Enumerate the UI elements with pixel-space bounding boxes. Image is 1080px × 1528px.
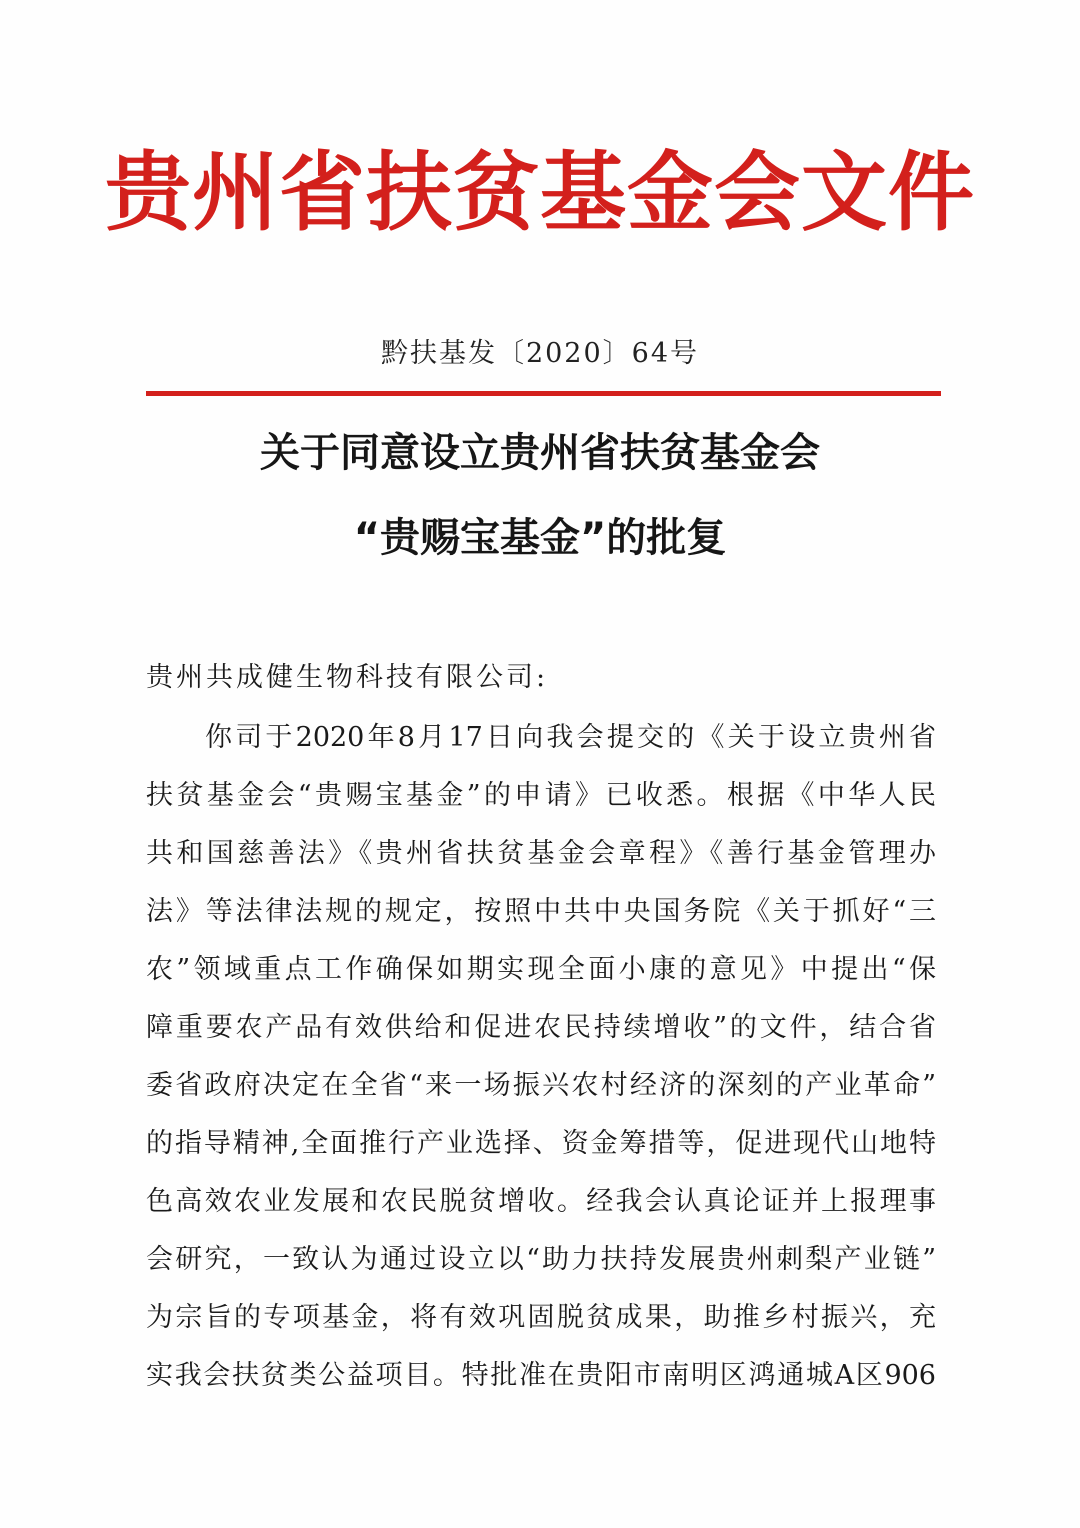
body-line: 为宗旨的专项基金，将有效巩固脱贫成果，助推乡村振兴，充	[146, 1302, 936, 1333]
red-divider-line	[146, 391, 941, 396]
body-line: 扶贫基金会“贵赐宝基金”的申请》已收悉。根据《中华人民	[146, 780, 936, 811]
document-title-line-1: 关于同意设立贵州省扶贫基金会	[260, 430, 820, 476]
body-line: 法》等法律法规的规定，按照中共中央国务院《关于抓好“三	[146, 896, 936, 927]
body-line: 会研究，一致认为通过设立以“助力扶持发展贵州刺梨产业链”	[146, 1244, 936, 1275]
addressee: 贵州共成健生物科技有限公司:	[146, 662, 549, 693]
body-line: 你司于2020年8月17日向我会提交的《关于设立贵州省	[205, 722, 936, 753]
document-number: 黔扶基发〔2020〕64号	[380, 338, 700, 369]
document-title-line-2: “贵赐宝基金”的批复	[353, 515, 727, 561]
body-line: 障重要农产品有效供给和促进农民持续增收”的文件，结合省	[146, 1012, 936, 1043]
body-line: 色高效农业发展和农民脱贫增收。经我会认真论证并上报理事	[146, 1186, 936, 1217]
body-line: 委省政府决定在全省“来一场振兴农村经济的深刻的产业革命”	[146, 1070, 936, 1101]
body-line: 的指导精神,全面推行产业选择、资金筹措等，促进现代山地特	[146, 1128, 936, 1159]
body-line: 共和国慈善法》《贵州省扶贫基金会章程》《善行基金管理办	[146, 838, 936, 869]
document-masthead: 贵州省扶贫基金会文件	[105, 143, 975, 243]
body-line: 农”领域重点工作确保如期实现全面小康的意见》中提出“保	[146, 954, 936, 985]
body-line: 实我会扶贫类公益项目。特批准在贵阳市南明区鸿通城A区906	[146, 1360, 936, 1391]
